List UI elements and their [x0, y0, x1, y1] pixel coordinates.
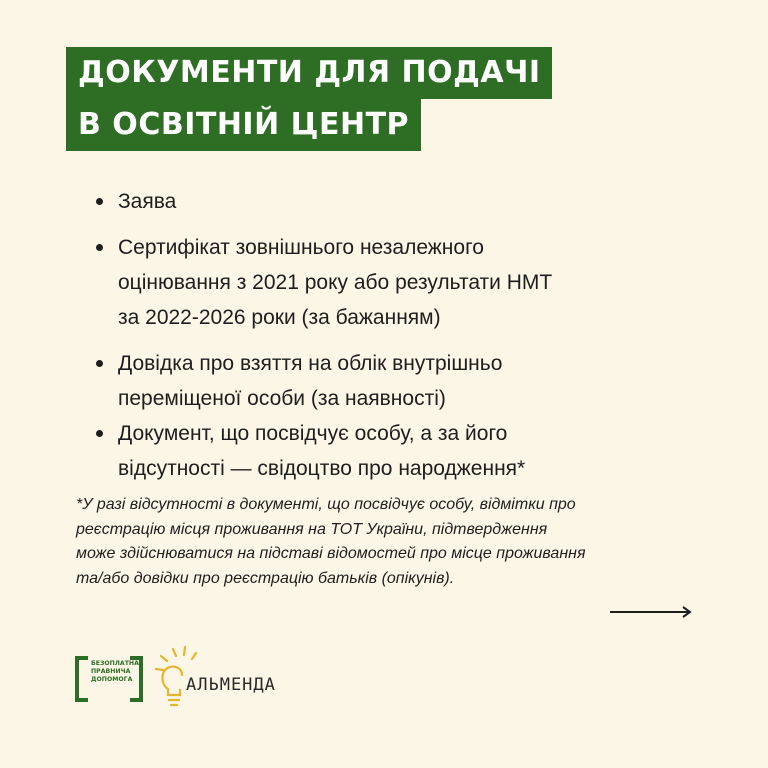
- list-item: [96, 184, 696, 219]
- legal-aid-logo-text: БЕЗОПЛАТНА ПРАВНИЧА ДОПОМОГА: [91, 660, 139, 683]
- page-title: [66, 47, 552, 151]
- bracket-left-icon: [75, 656, 88, 702]
- list-item-text-line: оцінювання з 2021 року або результати НМТ: [118, 271, 553, 294]
- list-item-text-line: відсутності — свідоцтво про народження*: [118, 457, 526, 480]
- footnote-line: може здійснюватися на підставі відомостей про місце проживання: [76, 545, 586, 562]
- list-item-text: Заява: [118, 190, 177, 213]
- list-item: [96, 230, 696, 335]
- page-title-line-2: В ОСВІТНІЙ ЦЕНТР: [66, 99, 421, 151]
- list-item-text-line: переміщеної особи (за наявності): [118, 387, 446, 410]
- footnote: [76, 493, 706, 591]
- list-item-text-line: Сертифікат зовнішнього незалежного: [118, 236, 484, 259]
- footnote-line: та/або довідки про реєстрацію батьків (опікунів).: [76, 569, 455, 587]
- bullet-icon: [96, 198, 103, 205]
- list-item-text-line: Довідка про взяття на облік внутрішньо: [118, 352, 503, 375]
- almenda-logo: [152, 645, 292, 710]
- bullet-icon: [96, 360, 103, 367]
- list-item: [96, 416, 696, 486]
- list-item-text-line: за 2022-2026 роки (за бажанням): [118, 306, 441, 329]
- footnote-line: реєстрацію місця проживання на ТОТ України, підтвердження: [76, 520, 548, 538]
- arrow-right-icon[interactable]: [609, 604, 693, 620]
- documents-list: [96, 184, 696, 497]
- bullet-icon: [96, 430, 103, 437]
- list-item-text-line: Документ, що посвідчує особу, а за його: [118, 422, 508, 445]
- list-item: [96, 346, 696, 416]
- almenda-logo-text: АЛЬМЕНДА: [186, 675, 276, 695]
- footnote-line: *У разі відсутності в документі, що посвідчує особу, відмітки про: [76, 496, 576, 513]
- legal-aid-logo: [75, 652, 143, 702]
- bullet-icon: [96, 244, 103, 251]
- page-title-line-1: ДОКУМЕНТИ ДЛЯ ПОДАЧІ: [66, 47, 552, 99]
